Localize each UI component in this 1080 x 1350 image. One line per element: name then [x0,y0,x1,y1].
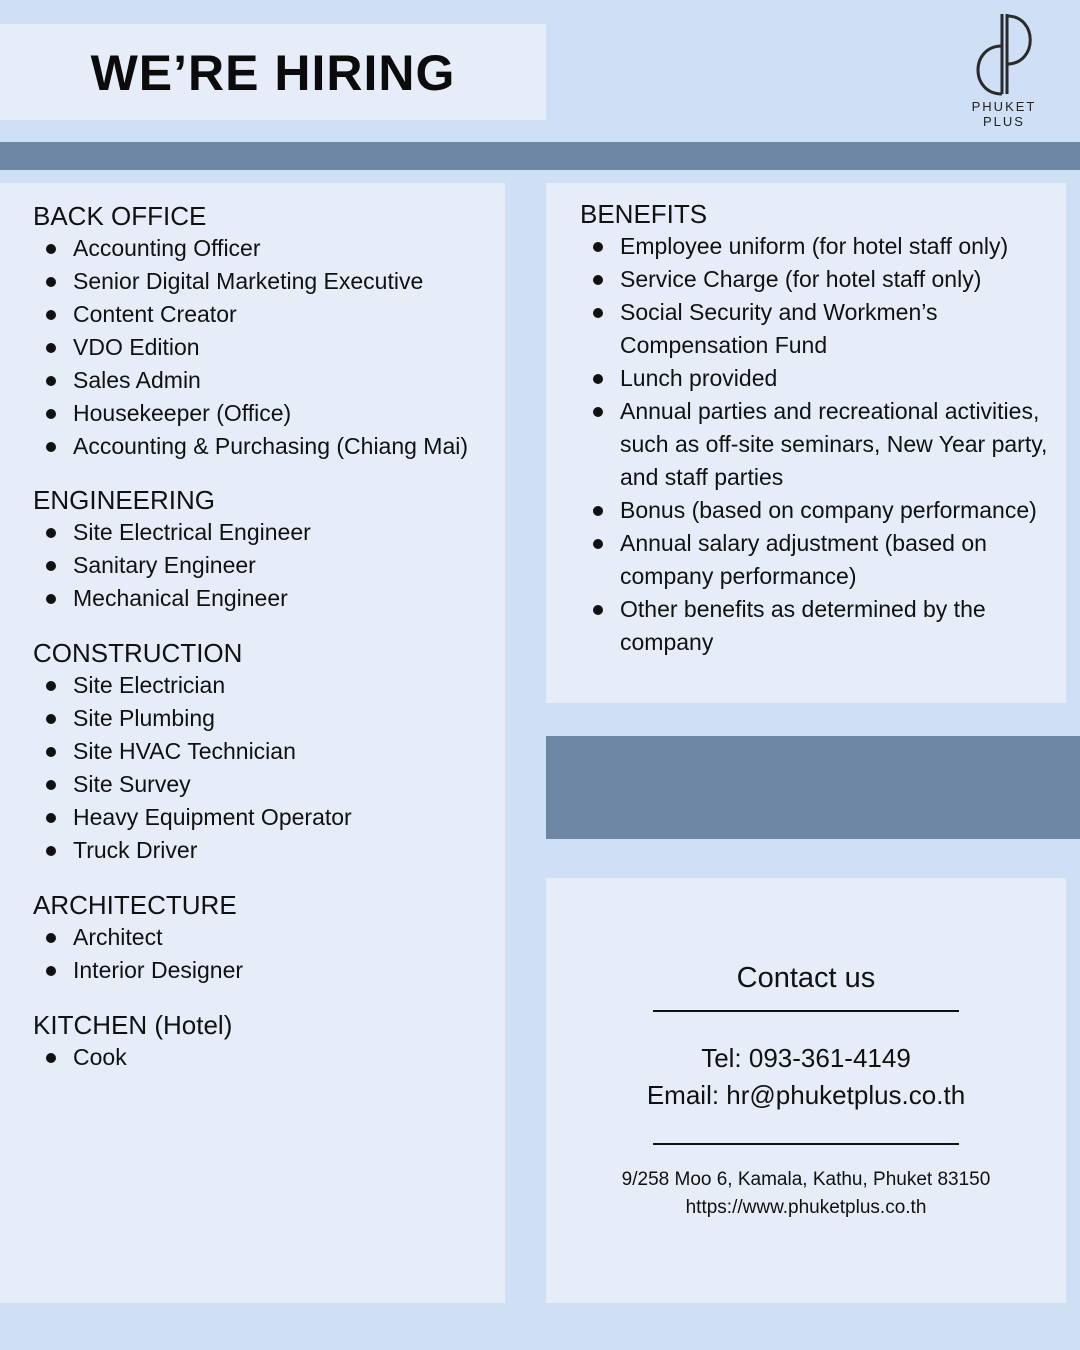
list-item: Accounting Officer [33,232,468,265]
benefits-section [580,198,1060,659]
list-item: Sanitary Engineer [33,549,311,582]
page-title: WE’RE HIRING [90,45,456,101]
list-item: Site Plumbing [33,702,352,735]
contact-divider-top [653,1010,959,1012]
list-item: Social Security and Workmen’s Compensation Fund [580,296,1060,362]
section-architecture [33,889,243,987]
position-list [33,516,311,615]
contact-title: Contact us [736,962,876,994]
list-item: Content Creator [33,298,468,331]
section-heading: CONSTRUCTION [33,638,243,668]
company-logo [966,10,1042,130]
logo-text-line2: PLUS [983,114,1025,129]
position-list [33,1041,232,1074]
logo-text-line1: PHUKET [971,99,1037,114]
accent-block [546,736,1080,839]
list-item: Bonus (based on company performance) [580,494,1060,527]
section-engineering [33,484,311,615]
list-item: Employee uniform (for hotel staff only) [580,230,1060,263]
list-item: Service Charge (for hotel staff only) [580,263,1060,296]
list-item: Other benefits as determined by the company [580,593,1060,659]
list-item: Senior Digital Marketing Executive [33,265,468,298]
section-back-office [33,200,468,463]
section-heading: KITCHEN (Hotel) [33,1010,233,1040]
list-item: Site Survey [33,768,352,801]
position-list [33,921,243,987]
list-item: Housekeeper (Office) [33,397,468,430]
section-kitchen [33,1009,232,1074]
phuket-plus-logo-icon [966,10,1042,100]
benefits-list [580,230,1060,659]
list-item: Heavy Equipment Operator [33,801,352,834]
contact-email[interactable]: Email: hr@phuketplus.co.th [646,1080,966,1110]
list-item: Accounting & Purchasing (Chiang Mai) [33,430,468,463]
list-item: VDO Edition [33,331,468,364]
section-construction [33,637,352,867]
contact-divider-bottom [653,1143,959,1145]
list-item: Sales Admin [33,364,468,397]
list-item: Annual salary adjustment (based on company performance) [580,527,1060,593]
section-heading: BACK OFFICE [33,201,207,231]
section-heading: ENGINEERING [33,485,216,515]
contact-website-link[interactable]: https://www.phuketplus.co.th [685,1197,927,1218]
list-item: Site Electrician [33,669,352,702]
contact-address: 9/258 Moo 6, Kamala, Kathu, Phuket 83150 [621,1169,991,1190]
position-list [33,232,468,463]
list-item: Annual parties and recreational activities, such as off-site seminars, New Year party, and staff parties [580,395,1060,494]
header-divider-band [0,142,1080,170]
list-item: Truck Driver [33,834,352,867]
section-heading: ARCHITECTURE [33,890,237,920]
list-item: Site Electrical Engineer [33,516,311,549]
contact-phone[interactable]: Tel: 093-361-4149 [701,1043,911,1073]
list-item: Cook [33,1041,232,1074]
list-item: Site HVAC Technician [33,735,352,768]
list-item: Lunch provided [580,362,1060,395]
contact-section [546,878,1066,1303]
list-item: Architect [33,921,243,954]
title-banner [0,24,546,120]
list-item: Mechanical Engineer [33,582,311,615]
benefits-heading: BENEFITS [580,199,708,229]
list-item: Interior Designer [33,954,243,987]
position-list [33,669,352,867]
